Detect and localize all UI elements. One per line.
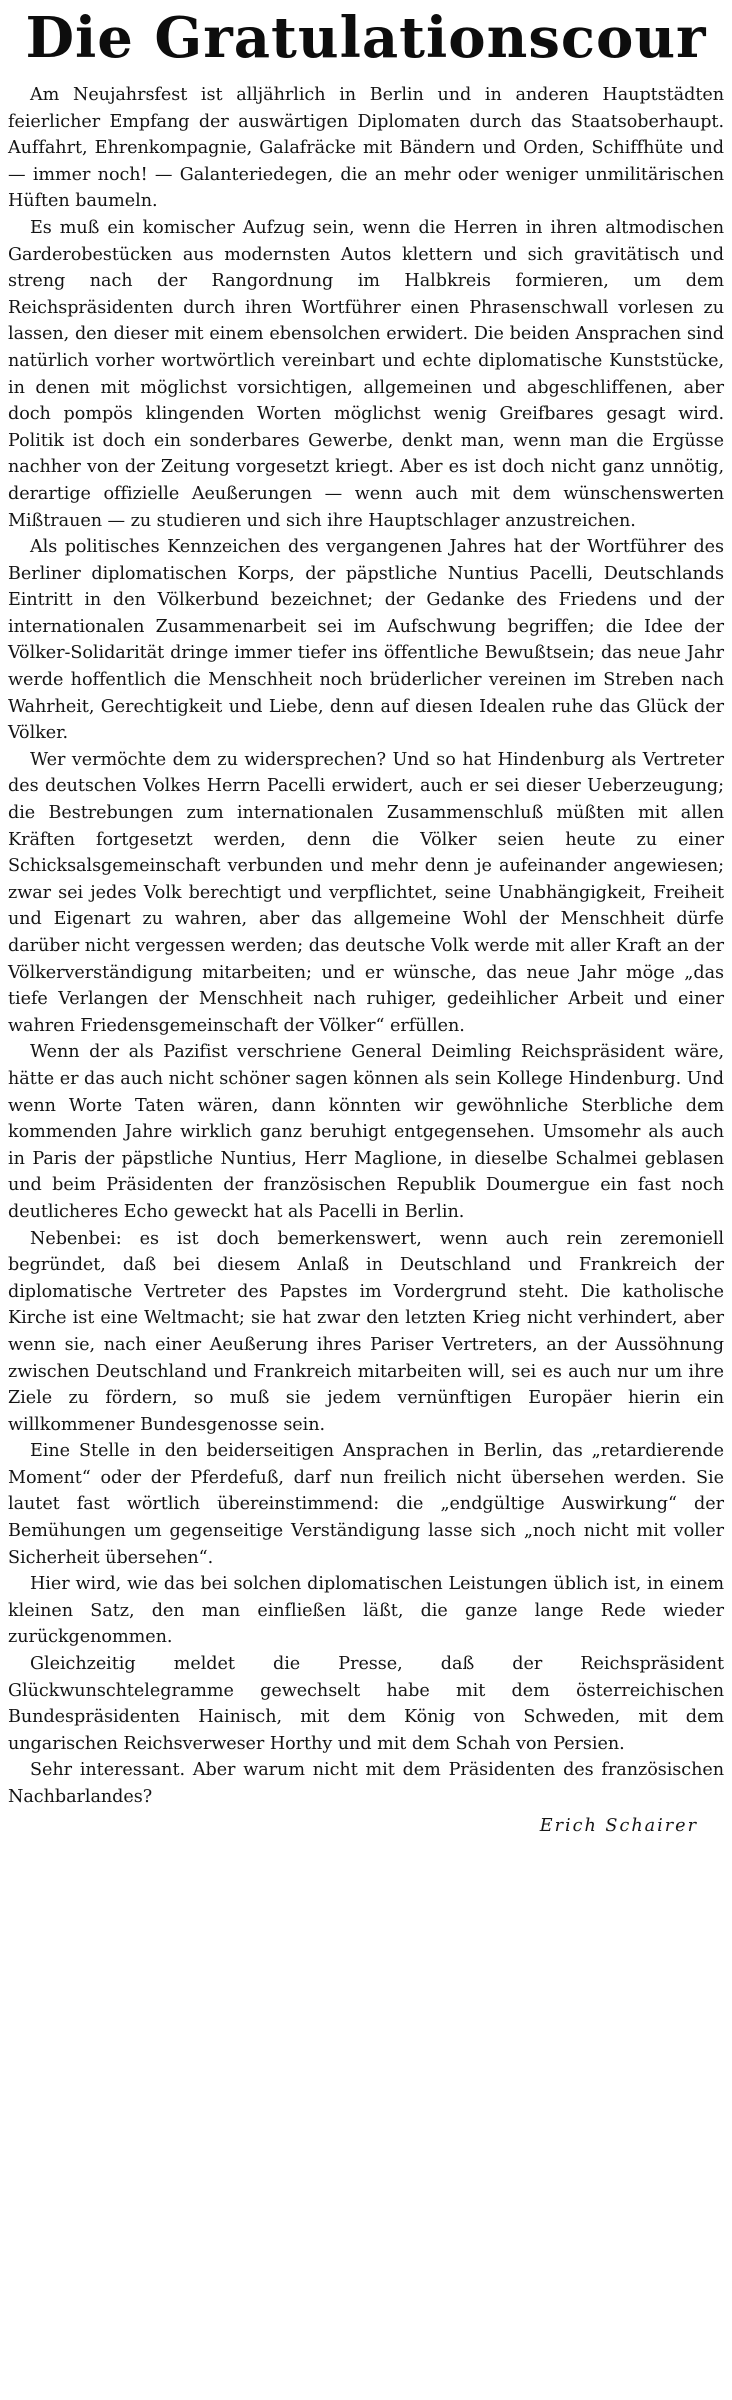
article-paragraph: Wenn der als Pazifist verschriene General Deimling Reichspräsident wäre, hätte er das auch nicht schöner sagen können als sein Kollege Hindenburg. Und wenn Worte Taten wären, dann könnten wir gewöhnliche Sterbliche dem kommenden Jahre wirklich ganz beruhigt entgegensehen. Umsomehr als auch in Paris der päpstliche Nuntius, Herr Maglione, in dieselbe Schalmei geblasen und beim Präsidenten der französischen Republik Doumergue ein fast noch deutlicheres Echo geweckt hat als Pacelli in Berlin. (8, 1042, 724, 1222)
article-body (8, 82, 724, 1811)
author-signature: Erich Schairer (539, 1815, 698, 1836)
article-paragraph: Gleichzeitig meldet die Presse, daß der Reichspräsident Glückwunschtelegramme gewechselt habe mit dem österreichischen Bundespräsidenten Hainisch, mit dem König von Schweden, mit dem ungarischen Reichsverweser Horthy und mit dem Schah von Persien. (8, 1654, 724, 1754)
article-paragraph: Nebenbei: es ist doch bemerkenswert, wenn auch rein zeremoniell begründet, daß bei diesem Anlaß in Deutschland und Frankreich der diplomatische Vertreter des Papstes im Vordergrund steht. Die katholische Kirche ist eine Weltmacht; sie hat zwar den letzten Krieg nicht verhindert, aber wenn sie, nach einer Aeußerung ihres Pariser Vertreters, an der Aussöhnung zwischen Deutschland und Frankreich mitarbeiten will, sei es auch nur um ihre Ziele zu fördern, so muß sie jedem vernünftigen Europäer hierin ein willkommener Bundesgenosse sein. (8, 1228, 724, 1435)
article-headline: Die Gratulationscour (25, 5, 707, 71)
article-paragraph: Sehr interessant. Aber warum nicht mit dem Präsidenten des französischen Nachbarlandes? (8, 1760, 724, 1807)
article-paragraph: Als politisches Kennzeichen des vergangenen Jahres hat der Wortführer des Berliner diplomatischen Korps, der päpstliche Nuntius Pacelli, Deutschlands Eintritt in den Völkerbund bezeichnet; der Gedanke des Friedens und der internationalen Zusammenarbeit sei im Aufschwung begriffen; die Idee der Völker-Solidarität dringe immer tiefer ins öffentliche Bewußtsein; das neue Jahr werde hoffentlich die Menschheit noch brüderlicher vereinen im Streben nach Wahrheit, Gerechtigkeit und Liebe, denn auf diesen Idealen ruhe das Glück der Völker. (8, 537, 724, 744)
article-paragraph: Es muß ein komischer Aufzug sein, wenn die Herren in ihren altmodischen Garderobestücken aus modernsten Autos klettern und sich gravitätisch und streng nach der Rangordnung im Halbkreis formieren, um dem Reichspräsidenten durch ihren Wortführer einen Phrasenschwall vorlesen zu lassen, den dieser mit einem ebensolchen erwidert. Die beiden Ansprachen sind natürlich vorher wortwörtlich vereinbart und echte diplomatische Kunststücke, in denen mit möglichst vorsichtigen, allgemeinen und abgeschliffenen, aber doch pompös klingenden Worten möglichst wenig Greifbares gesagt wird. Politik ist doch ein sonderbares Gewerbe, denkt man, wenn man die Ergüsse nachher von der Zeitung vorgesetzt kriegt. Aber es ist doch nicht ganz unnötig, derartige offizielle Aeußerungen — wenn auch mit dem wünschenswerten Mißtrauen — zu studieren und sich ihre Hauptschlager anzustreichen. (8, 217, 724, 531)
article-paragraph: Am Neujahrsfest ist alljährlich in Berlin und in anderen Hauptstädten feierlicher Empfang der auswärtigen Diplomaten durch das Staatsoberhaupt. Auffahrt, Ehrenkompagnie, Galafräcke mit Bändern und Orden, Schiffhüte und — immer noch! — Galanteriedegen, die an mehr oder weniger unmilitärischen Hüften baumeln. (8, 85, 724, 212)
article-paragraph: Wer vermöchte dem zu widersprechen? Und so hat Hindenburg als Vertreter des deutschen Volkes Herrn Pacelli erwidert, auch er sei dieser Ueberzeugung; die Bestrebungen zum internationalen Zusammenschluß müßten mit allen Kräften fortgesetzt werden, denn die Völker seien heute zu einer Schicksalsgemeinschaft verbunden und mehr denn je aufeinander angewiesen; zwar sei jedes Volk berechtigt und verpflichtet, seine Unabhängigkeit, Freiheit und Eigenart zu wahren, aber das allgemeine Wohl der Menschheit dürfe darüber nicht vergessen werden; das deutsche Volk werde mit aller Kraft an der Völkerverständigung mitarbeiten; und er wünsche, das neue Jahr möge „das tiefe Verlangen der Menschheit nach ruhiger, gedeihlicher Arbeit und einer wahren Friedensgemeinschaft der Völker“ erfüllen. (8, 749, 724, 1036)
article-paragraph: Hier wird, wie das bei solchen diplomatischen Leistungen üblich ist, in einem kleinen Satz, den man einfließen läßt, die ganze lange Rede wieder zurückgenommen. (8, 1574, 724, 1648)
article-paragraph: Eine Stelle in den beiderseitigen Ansprachen in Berlin, das „retardierende Moment“ oder der Pferdefuß, darf nun freilich nicht übersehen werden. Sie lautet fast wörtlich übereinstimmend: die „endgültige Auswirkung“ der Bemühungen um gegenseitige Verständigung lasse sich „noch nicht mit voller Sicherheit übersehen“. (8, 1441, 724, 1568)
